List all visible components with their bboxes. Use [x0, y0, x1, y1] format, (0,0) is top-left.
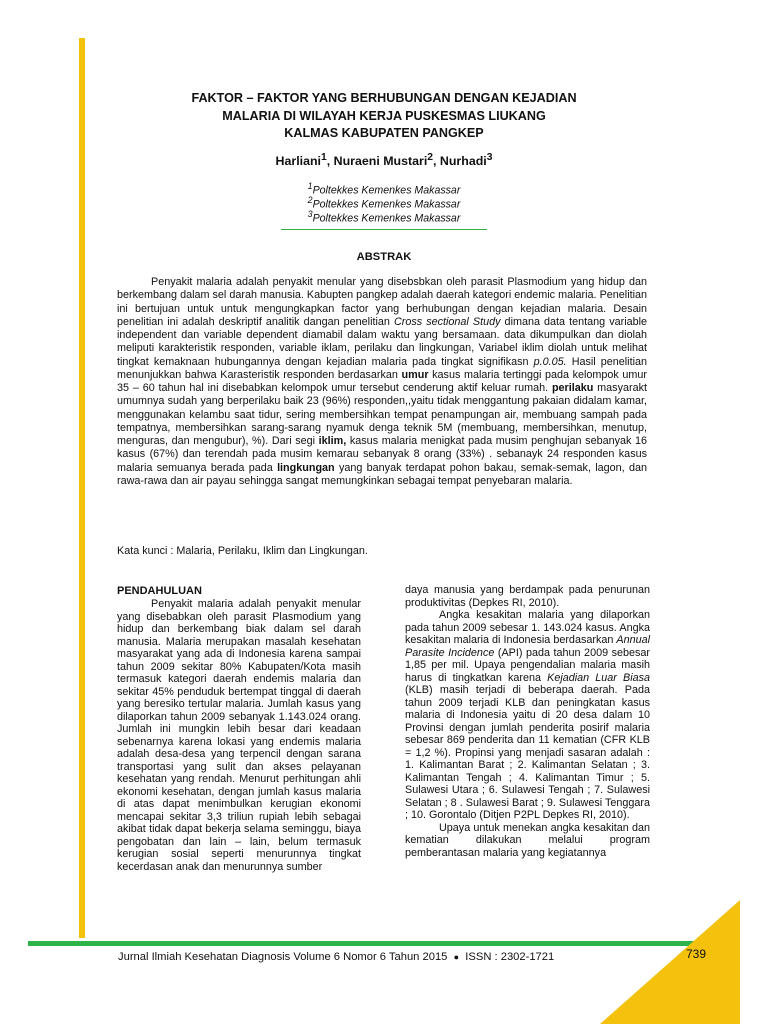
intro-paragraph: Upaya untuk menekan angka kesakitan dan kematian dilakukan melalui program pemberantasan malaria yang kegiatannya: [405, 821, 650, 859]
intro-text: (KLB) masih terjadi di beberapa daerah. Pada tahun 2009 terjadi KLB dan peningkatan kasus malaria di Indonesia yaitu di 20 desa dalam 10 Provinsi dengan jumlah penderita posirif malaria sebesar 869 penderita dan 11 kematian (CFR KLB = 1,2 %). Propinsi yang menjadi sasaran adalah : 1. Kalimantan Barat ; 2. Kalimantan Selatan ; 3. Kalimantan Tengah ; 4. Kalimantan Timur ; 5. Sulawesi Utara ; 6. Sulawesi Tengah ; 7. Sulawesi Selatan ; 8 . Sulawesi Barat ; 9. Sulawesi Tenggara ; 10. Gorontalo (Ditjen P2PL Depkes RI, 2010).: [405, 684, 650, 821]
left-accent-bar: [79, 38, 85, 938]
page-number: 739: [686, 947, 707, 961]
page-corner-triangle: [600, 900, 740, 1024]
author-separator: ,: [433, 154, 440, 169]
abstract-italic: p.0.05.: [533, 355, 567, 368]
author-name: Harliani: [275, 154, 321, 169]
abstract-bold: umur: [401, 368, 429, 381]
affiliation-superscript: 1: [307, 181, 313, 191]
bullet-icon: ●: [453, 952, 460, 962]
affiliation-3: [110, 209, 658, 225]
intro-left-column: [117, 584, 361, 873]
keywords: Kata kunci : Malaria, Perilaku, Iklim dan Lingkungan.: [117, 545, 368, 557]
author-name: Nurhadi: [439, 154, 487, 169]
intro-text: (API) pada tahun 2009 sebesar 1,85 per mil. Upaya pengendalian malaria masih harus di tingkatkan karena: [405, 646, 651, 684]
author-name: Nuraeni Mustari: [333, 154, 428, 169]
title-line-2: MALARIA DI WILAYAH KERJA PUSKESMAS LIUKANG: [222, 108, 546, 123]
abstract-heading: ABSTRAK: [356, 251, 412, 263]
journal-citation: Jurnal Ilmiah Kesehatan Diagnosis Volume 6 Nomor 6 Tahun 2015: [118, 951, 448, 963]
title-line-1: FAKTOR – FAKTOR YANG BERHUBUNGAN DENGAN KEJADIAN: [191, 91, 577, 105]
abstract-text: masyarakt umumnya sudah yang berperilaku baik 23 (96%) responden,,yaitu tidak menggantung pakaian didalam kamar, menggunakan kelambu saat tidur, sering membersihkan tempat penampungan air, membuang sampah pada tempatnya, membersihkan sarang-sarang nyamuk denga teknik 5M (membuang, membersihkan, menutup, menguras, dan mengubur), %). Dari segi: [117, 382, 647, 447]
abstract-bold: perilaku: [551, 382, 594, 394]
author-superscript: 2: [427, 152, 434, 163]
author-separator: ,: [326, 154, 334, 169]
abstract-text: Hasil penelitian menunjukkan bahwa Karasteristik responden berdasarkan: [117, 355, 647, 381]
journal-issn: ISSN : 2302-1721: [465, 951, 555, 963]
affiliation-superscript: 3: [307, 209, 313, 219]
title-line-3: KALMAS KABUPATEN PANGKEP: [284, 126, 484, 140]
affiliation-text: Poltekkes Kemenkes Makassar: [312, 184, 461, 197]
author-superscript: 1: [320, 152, 327, 163]
abstract-body: [117, 276, 647, 488]
abstract-text: yang banyak terdapat pohon bakau, semak-semak, lagon, dan rawa-rawa dan air payau sehingga sangat memungkinkan sebagai tempat penyebaran malaria.: [117, 461, 647, 487]
author-list: [110, 152, 658, 168]
affiliation-text: Poltekkes Kemenkes Makassar: [312, 198, 461, 211]
abstract-text: kasus malaria menigkat pada musim penghujan sebanyak 16 kasus (67%) dan terendah pada musim kemarau sebanyak 8 orang (33%) . sebanayk 24 responden kasus malaria semuanya berada pada: [117, 435, 647, 474]
abstract-text: Penyakit malaria adalah penyakit menular yang disebsbkan oleh parasit Plasmodium yang hidup dan berkembang dalam sel darah manusia. Kabupten pangkep adalah daerah kategori endemic malaria. Penelitian ini bertujuan untuk untuk mengungkapkan factor yang berhubungan dengan kejadian malaria. Desain penelitian ini adalah deskriptif analitik dangan penelitian: [117, 276, 647, 328]
intro-paragraph: [405, 609, 650, 822]
intro-text: Angka kesakitan malaria yang dilaporkan pada tahun 2009 sebesar 1. 143.024 kasus. Angka kesakitan malaria di Indonesia berdasarkan: [405, 609, 650, 646]
title-divider: [281, 229, 487, 230]
author-superscript: 3: [486, 152, 493, 163]
intro-paragraph-continued: daya manusia yang berdampak pada penurunan produktivitas (Depkes RI, 2010).: [405, 584, 650, 609]
intro-paragraph: Penyakit malaria adalah penyakit menular yang disebabkan oleh parasit Plasmodium yang hidup dan berkembang biak dalam sel darah manusia. Malaria merupakan masalah kesehatan masyarakat yang ada di Indonesia karena sampai tahun 2009 sekitar 80% Kabupaten/Kota masih termasuk kategori daerah endemis malaria dan sekitar 45% penduduk bertempat tinggal di daerah yang beresiko tertular malaria. Jumlah kasus yang dilaporkan tahun 2009 sebanyak 1.143.024 orang. Jumlah ini mungkin lebih besar dari keadaan sebenarnya karena lokasi yang endemis malaria adalah desa-desa yang terpencil dengan sarana transportasi yang sulit dan akses pelayanan kesehatan yang rendah. Menurut perhitungan ahli ekonomi kesehatan, dengan jumlah kasus malaria di atas dapat menimbulkan kerugian ekonomi mencapai sekitar 3,3 triliun rupiah lebih sebagai akibat tidak dapat bekerja selama seminggu, biaya pengobatan dan lain – lain, belum termasuk kerugian sosial seperti menurunnya tingkat kecerdasan anak dan menurunnya sumber: [117, 598, 361, 873]
intro-italic: Annual Parasite Incidence: [405, 634, 650, 659]
intro-italic: Kejadian Luar Biasa: [547, 671, 650, 684]
section-heading: PENDAHULUAN: [117, 585, 202, 597]
affiliation-superscript: 2: [307, 195, 313, 205]
abstract-bold: iklim,: [318, 435, 347, 447]
abstract-text: kasus malaria tertinggi pada kelompok umur 35 – 60 tahun hal ini disebabkan kelompok umur tersebut cenderung aktif keluar rumah.: [117, 368, 648, 394]
abstract-text: dimana data tentang variable independent dan variable dependent diamabil dalam waktu yang bersamaan. data dikumpulkan dan diolah meliputi karakteristik responden, variable iklam, perilaku dan lingkungan, Variabel iklim diolah untuk melihat tingkat kemaknaan hubungannya dengan kejadian malaria pada tingkat signifikasn: [117, 315, 648, 368]
journal-footer: [118, 951, 554, 963]
affiliation-text: Poltekkes Kemenkes Makassar: [312, 212, 461, 225]
abstract-italic: Cross sectional Study: [393, 315, 501, 328]
intro-right-column: [405, 584, 650, 859]
abstract-bold: lingkungan: [277, 461, 335, 474]
paper-title: [110, 90, 658, 143]
